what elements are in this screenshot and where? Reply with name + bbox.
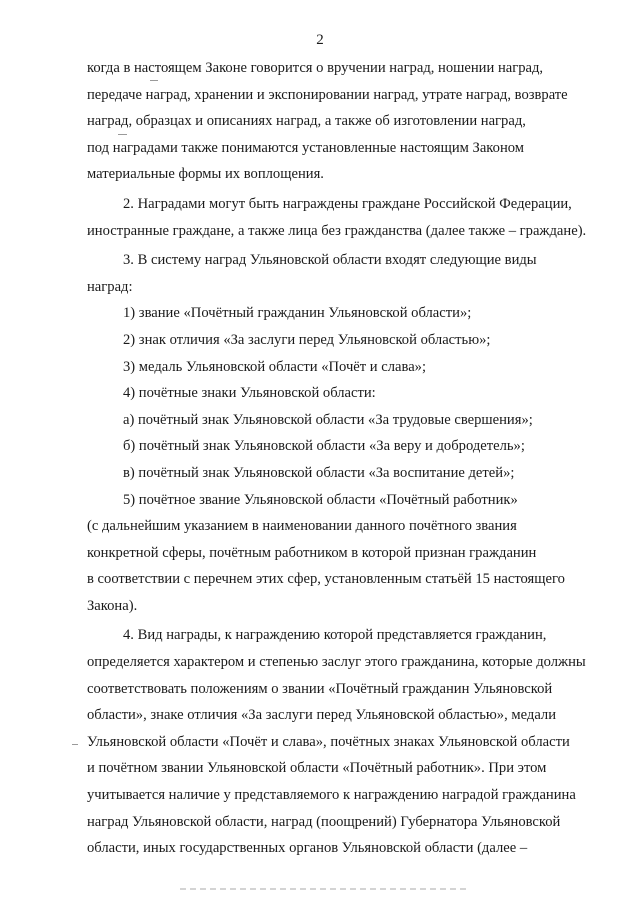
text-line: 2. Наградами могут быть награждены граждане Российской Федерации, <box>123 195 572 212</box>
scan-artifact <box>150 80 158 81</box>
list-item: 3) медаль Ульяновской области «Почёт и слава»; <box>123 358 427 375</box>
text-line: наград: <box>87 278 133 295</box>
text-line: определяется характером и степенью заслуг этого гражданина, которые должны <box>87 654 586 671</box>
scan-artifact <box>180 888 470 890</box>
page-number: 2 <box>316 32 324 48</box>
text-line: материальные формы их воплощения. <box>87 166 324 183</box>
text-line: иностранные граждане, а также лица без гражданства (далее также – граждане). <box>87 222 587 239</box>
scan-artifact <box>72 744 78 745</box>
list-item: 1) звание «Почётный гражданин Ульяновской области»; <box>123 305 472 322</box>
text-line: наград Ульяновской области, наград (поощрений) Губернатора Ульяновской <box>87 813 561 830</box>
list-item: 5) почётное звание Ульяновской области «Почётный работник» <box>123 491 518 508</box>
text-line: (с дальнейшим указанием в наименовании данного почётного звания <box>87 518 517 535</box>
text-line: когда в настоящем Законе говорится о вручении наград, ношении наград, <box>87 60 544 76</box>
list-item: а) почётный знак Ульяновской области «За трудовые свершения»; <box>123 411 533 428</box>
text-line: в соответствии с перечнем этих сфер, установленным статьёй 15 настоящего <box>87 571 565 588</box>
document-body <box>87 55 607 862</box>
text-line: 3. В систему наград Ульяновской области входят следующие виды <box>123 252 537 269</box>
list-item: в) почётный знак Ульяновской области «За воспитание детей»; <box>123 464 515 481</box>
text-line: под наградами также понимаются установленные настоящим Законом <box>87 139 525 156</box>
text-line: Ульяновской области «Почёт и слава», почётных знаках Ульяновской области <box>87 733 570 750</box>
text-line: области», знаке отличия «За заслуги перед Ульяновской областью», медали <box>87 707 557 724</box>
text-line: передаче наград, хранении и экспонировании наград, утрате наград, возврате <box>87 86 568 103</box>
list-item: 4) почётные знаки Ульяновской области: <box>123 385 376 402</box>
text-line: и почётном звании Ульяновской области «Почётный работник». При этом <box>87 760 547 777</box>
list-item: 2) знак отличия «За заслуги перед Ульяновской областью»; <box>123 331 491 348</box>
text-line: учитывается наличие у представляемого к награждению наградой гражданина <box>87 787 576 804</box>
scan-artifact <box>118 134 127 135</box>
text-line: соответствовать положениям о звании «Почётный гражданин Ульяновской <box>87 680 553 697</box>
text-line: наград, образцах и описаниях наград, а также об изготовлении наград, <box>87 113 526 130</box>
text-line: конкретной сферы, почётным работником в которой признан гражданин <box>87 544 537 561</box>
text-line: 4. Вид награды, к награждению которой представляется гражданин, <box>123 627 547 644</box>
text-line: области, иных государственных органов Ульяновской области (далее – <box>87 840 528 857</box>
list-item: б) почётный знак Ульяновской области «За веру и добродетель»; <box>123 438 525 455</box>
text-line: Закона). <box>87 597 138 614</box>
